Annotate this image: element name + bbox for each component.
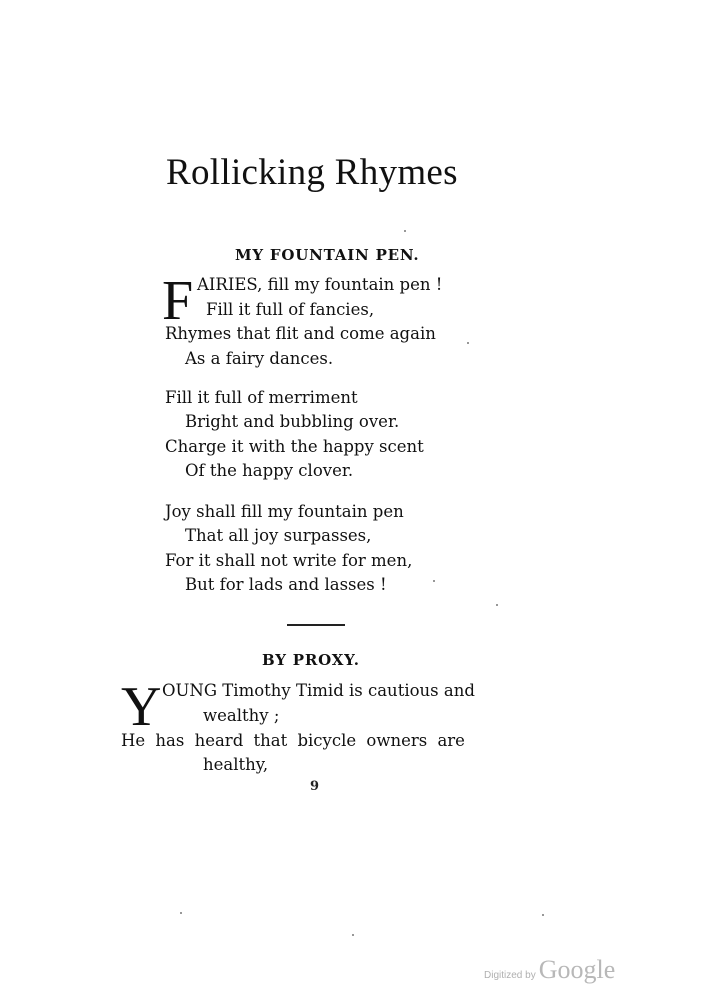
poem-line: For it shall not write for men,	[165, 551, 413, 570]
poem-line: Joy shall fill my fountain pen	[165, 502, 404, 521]
scan-speck	[542, 914, 544, 916]
scan-speck	[496, 604, 498, 606]
scan-speck	[467, 342, 469, 344]
poem-heading-by-proxy: BY PROXY.	[262, 651, 360, 669]
drop-cap: F	[162, 270, 194, 332]
google-logo: Google	[538, 955, 616, 984]
scan-speck	[404, 230, 406, 232]
poem-line: OUNG Timothy Timid is cautious and	[162, 681, 475, 700]
scan-speck	[352, 934, 354, 936]
poem-line: AIRIES, fill my fountain pen !	[197, 275, 443, 294]
poem-line: But for lads and lasses !	[185, 575, 387, 594]
scan-speck	[433, 580, 435, 582]
drop-cap: Y	[121, 676, 162, 738]
poem-line: wealthy ;	[203, 706, 280, 725]
poem-line: Of the happy clover.	[185, 461, 354, 480]
watermark-prefix: Digitized by	[484, 970, 536, 981]
book-title: Rollicking Rhymes	[166, 152, 458, 193]
poem-heading-my-fountain-pen: MY FOUNTAIN PEN.	[235, 246, 420, 264]
poem-line: Bright and bubbling over.	[185, 412, 400, 431]
digitized-watermark	[484, 955, 615, 985]
poem-line: Fill it full of merriment	[165, 388, 358, 407]
poem-line: Rhymes that flit and come again	[165, 324, 436, 343]
poem-line: Charge it with the happy scent	[165, 437, 424, 456]
poem-line: healthy,	[203, 755, 269, 774]
section-divider	[287, 624, 345, 626]
poem-line: He has heard that bicycle owners are	[121, 731, 465, 750]
page-number: 9	[310, 779, 320, 794]
poem-line: As a fairy dances.	[185, 349, 334, 368]
poem-line: That all joy surpasses,	[185, 526, 372, 545]
poem-line: Fill it full of fancies,	[206, 300, 375, 319]
scan-speck	[180, 912, 182, 914]
